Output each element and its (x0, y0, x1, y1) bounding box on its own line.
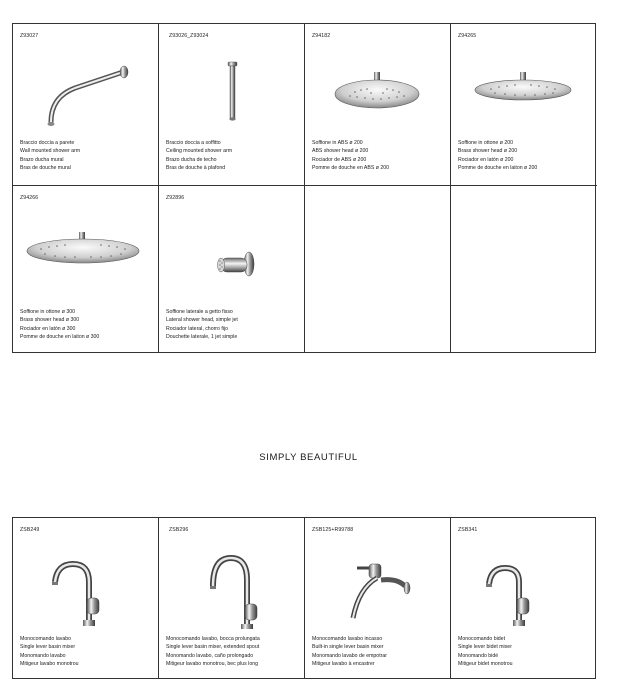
product-code: ZSB296 (169, 527, 189, 533)
product-description: Soffione laterale a getto fisso Lateral shower head, simple jet Rociador lateral, chorro fijo Douchette laterale, 1 jet simple (166, 309, 238, 341)
product-code: Z94265 (458, 33, 477, 39)
product-description: Soffione in ottone ø 300 Brass shower head ø 300 Rociador en latón ø 300 Pomme de douche en laiton ø 300 (20, 309, 100, 341)
product-card (451, 24, 597, 186)
product-card (13, 24, 159, 186)
basin-mixer-icon (13, 536, 159, 636)
product-description: Monocomando lavabo, bocca prolungata Single lever basin mixer, extended spout Monomando lavabo, caño prolongado Mitigeur lavabo monotrou, bec plus long (166, 636, 260, 668)
product-code: Z94266 (20, 195, 39, 201)
product-card (159, 186, 305, 352)
product-code: Z93026_Z93024 (169, 33, 209, 39)
top-product-grid (12, 23, 596, 353)
product-code: Z94182 (312, 33, 331, 39)
product-description: Monocomando bidet Single lever bidet mixer Monomando bidé Mitigeur bidet monotrou (458, 636, 513, 668)
product-code: ZSB125+R99788 (312, 527, 354, 533)
product-description: Monocomando lavabo incasso Built-in single lever basin mixer Monomando lavabo de empotrar Mitigeur lavabo à encastrer (312, 636, 387, 668)
brass-shower-head-200-icon (451, 42, 597, 132)
product-card (305, 24, 451, 186)
basin-mixer-extended-spout-icon (159, 536, 305, 636)
bottom-product-grid (12, 517, 596, 679)
product-card (305, 518, 451, 678)
product-card (159, 518, 305, 678)
product-card (13, 518, 159, 678)
product-description: Monocomando lavabo Single lever basin mixer Monomando lavabo Mitigeur lavabo monotrou (20, 636, 79, 668)
product-code: ZSB249 (20, 527, 40, 533)
product-card (13, 186, 159, 352)
product-description: Soffione in ABS ø 200 ABS shower head ø 200 Rociador de ABS ø 200 Pomme de douche en ABS ø 200 (312, 140, 389, 172)
product-code: Z93027 (20, 33, 39, 39)
brass-shower-head-300-icon (13, 208, 159, 308)
product-description: Braccio doccia a soffitto Ceiling mounted shower arm Brazo ducha de techo Bras de douche à plafond (166, 140, 233, 172)
product-description: Braccio doccia a parete Wall mounted shower arm Brazo ducha mural Bras de douche mural (20, 140, 81, 172)
abs-shower-head-200-icon (305, 42, 451, 132)
built-in-basin-mixer-icon (305, 536, 451, 636)
product-code: Z92896 (166, 195, 185, 201)
wall-shower-arm-icon (13, 42, 159, 132)
ceiling-shower-arm-icon (159, 42, 305, 132)
product-card (451, 518, 597, 678)
product-card (159, 24, 305, 186)
bidet-mixer-icon (451, 536, 597, 636)
product-description: Soffione in ottone ø 200 Brass shower head ø 200 Rociador en latón ø 200 Pomme de douche en laiton ø 200 (458, 140, 538, 172)
lateral-shower-head-icon (159, 208, 305, 308)
section-tagline: SIMPLY BEAUTIFUL (259, 452, 358, 463)
product-code: ZSB341 (458, 527, 478, 533)
empty-card (305, 186, 451, 352)
empty-card (451, 186, 597, 352)
